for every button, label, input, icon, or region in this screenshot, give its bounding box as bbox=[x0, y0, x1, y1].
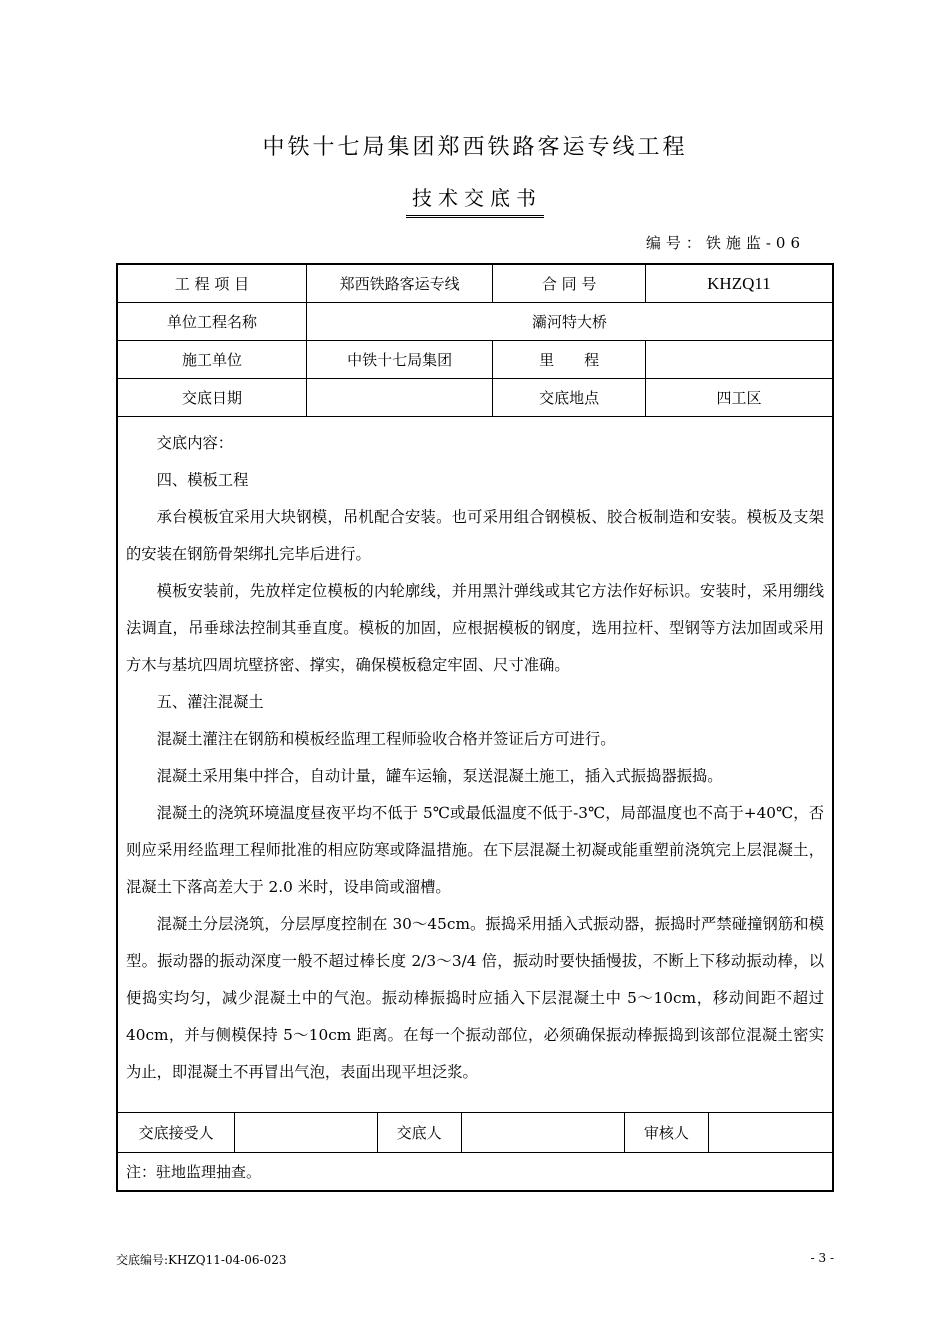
unit-name-label: 单位工程名称 bbox=[117, 303, 306, 341]
date-label: 交底日期 bbox=[117, 379, 306, 417]
reviewer-label: 审核人 bbox=[625, 1113, 709, 1153]
receiver-field[interactable] bbox=[235, 1113, 378, 1153]
disclosure-code: 交底编号:KHZQ11-04-06-023 bbox=[116, 1253, 287, 1267]
document-title: 中铁十七局集团郑西铁路客运专线工程 bbox=[262, 135, 688, 160]
content-paragraph: 混凝土分层浇筑，分层厚度控制在 30～45cm。振捣采用插入式振动器，振捣时严禁碰撞钢筋和模型。振动器的振动深度一般不超过棒长度 2/3～3/4 倍，振动时要快插慢拔，不断上下移动振动棒，以便捣实均匀，减少混凝土中的气泡。振动棒振捣时应插入下层混凝土中 5～10cm，移动间距不超过 40cm，并与侧模保持 5～10cm 距离。在每一个振动部位，必须确保振动棒振捣到该部位混凝土密实为止，即混凝土不再冒出气泡，表面出现平坦泛浆。 bbox=[126, 915, 824, 1081]
info-table bbox=[116, 263, 834, 417]
receiver-label: 交底接受人 bbox=[117, 1113, 235, 1153]
page-number: - 3 - bbox=[810, 1251, 834, 1265]
note: 注：驻地监理抽查。 bbox=[117, 1153, 833, 1192]
document-subtitle: 技术交底书 bbox=[406, 182, 544, 218]
content-paragraph: 模板安装前，先放样定位模板的内轮廓线，并用黑汁弹线或其它方法作好标识。安装时，采用绷线法调直，吊垂球法控制其垂直度。模板的加固，应根据模板的钢度，选用拉杆、型钢等方法加固或采用方木与基坑四周坑壁挤密、撑实，确保模板稳定牢固、尺寸准确。 bbox=[126, 582, 824, 674]
content-paragraph: 混凝土采用集中拌合，自动计量，罐车运输，泵送混凝土施工，插入式振捣器振捣。 bbox=[156, 767, 723, 785]
mileage-value bbox=[645, 341, 833, 379]
document-number: 编号：铁施监-06 bbox=[645, 234, 805, 252]
project-label: 工 程 项 目 bbox=[117, 264, 306, 303]
builder-value: 中铁十七局集团 bbox=[306, 341, 492, 379]
signature-table bbox=[116, 1112, 834, 1192]
reviewer-field[interactable] bbox=[708, 1113, 833, 1153]
section-heading-formwork: 四、模板工程 bbox=[156, 471, 249, 489]
content-paragraph: 混凝土的浇筑环境温度昼夜平均不低于 5℃或最低温度不低于-3℃，局部温度也不高于+40℃，否则应采用经监理工程师批准的相应防寒或降温措施。在下层混凝土初凝或能重塑前浇筑完上层混凝土，混凝土下落高差大于 2.0 米时，设串筒或溜槽。 bbox=[126, 804, 824, 896]
unit-name-value: 灞河特大桥 bbox=[306, 303, 833, 341]
content-heading: 交底内容： bbox=[156, 434, 234, 452]
content-paragraph: 混凝土灌注在钢筋和模板经监理工程师验收合格并签证后方可进行。 bbox=[156, 730, 616, 748]
place-label: 交底地点 bbox=[493, 379, 646, 417]
project-value: 郑西铁路客运专线 bbox=[306, 264, 492, 303]
contract-value: KHZQ11 bbox=[645, 264, 833, 303]
builder-label: 施工单位 bbox=[117, 341, 306, 379]
contract-label: 合 同 号 bbox=[493, 264, 646, 303]
content-paragraph: 承台模板宜采用大块钢模，吊机配合安装。也可采用组合钢模板、胶合板制造和安装。模板及支架的安装在钢筋骨架绑扎完毕后进行。 bbox=[126, 508, 824, 563]
section-heading-concrete: 五、灌注混凝土 bbox=[156, 693, 264, 711]
mileage-label: 里 程 bbox=[493, 341, 646, 379]
discloser-label: 交底人 bbox=[377, 1113, 461, 1153]
discloser-field[interactable] bbox=[461, 1113, 625, 1153]
date-value bbox=[306, 379, 492, 417]
disclosure-content bbox=[116, 415, 834, 1112]
place-value: 四工区 bbox=[645, 379, 833, 417]
